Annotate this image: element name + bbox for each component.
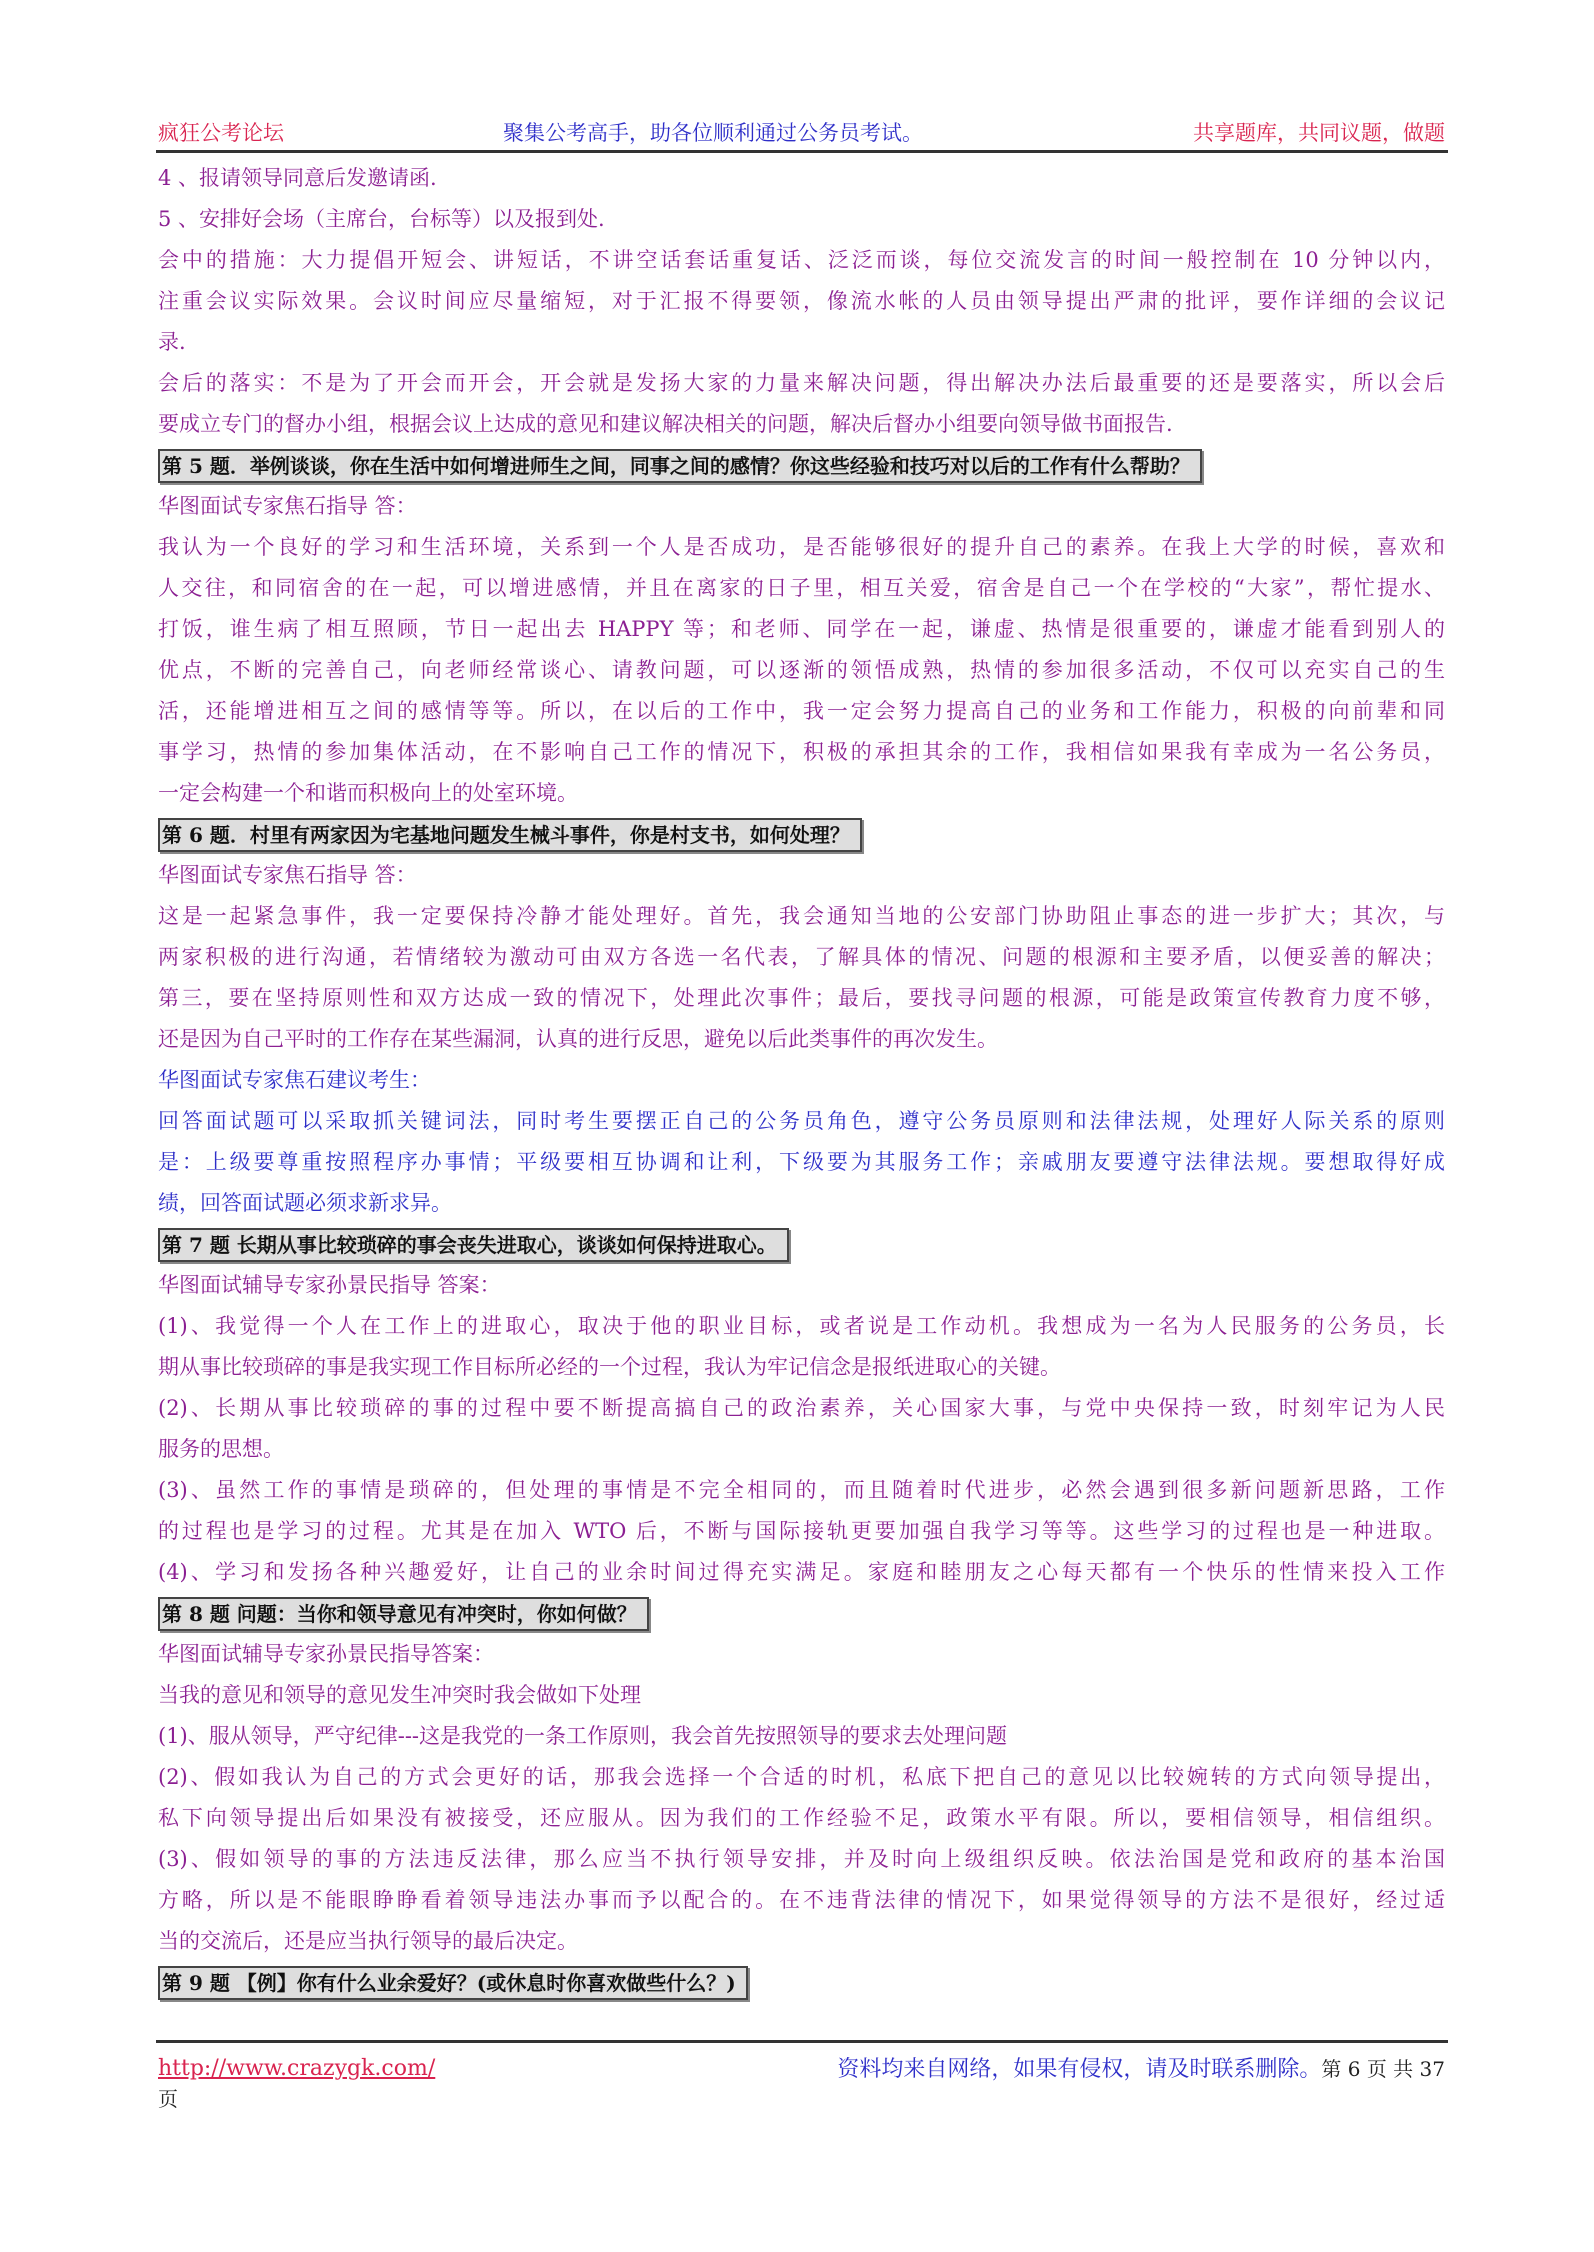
- footer-note: [837, 2054, 1445, 2085]
- text-line: (3)、假如领导的事的方法违反法律，那么应当不执行领导安排，并及时向上级组织反映。依法治国是党和政府的基本治国: [158, 1847, 1445, 1871]
- text-line: 会中的措施：大力提倡开短会、讲短话，不讲空话套话重复话、泛泛而谈，每位交流发言的时间一般控制在 10 分钟以内，: [158, 248, 1445, 272]
- question-heading: 第 5 题．举例谈谈，你在生活中如何增进师生之间，同事之间的感情？你这些经验和技巧对以后的工作有什么帮助？: [158, 449, 1202, 483]
- text-line: 绩，回答面试题必须求新求异。: [158, 1191, 452, 1215]
- footer-rule: [156, 2040, 1448, 2043]
- text-line: 华图面试专家焦石指导 答：: [158, 863, 417, 887]
- question-heading: 第 9 题 【例】你有什么业余爱好？(或休息时你喜欢做些什么？): [158, 1966, 748, 2000]
- text-line: 会后的落实：不是为了开会而开会，开会就是发扬大家的力量来解决问题，得出解决办法后最重要的还是要落实，所以会后: [158, 371, 1445, 395]
- question-heading: 第 7 题 长期从事比较琐碎的事会丧失进取心，谈谈如何保持进取心。: [158, 1228, 789, 1262]
- question-heading: 第 6 题．村里有两家因为宅基地问题发生械斗事件，你是村支书，如何处理？: [158, 818, 862, 852]
- text-line: (1)、服从领导，严守纪律---这是我党的一条工作原则，我会首先按照领导的要求去处理问题: [158, 1724, 1008, 1748]
- text-line: 人交往，和同宿舍的在一起，可以增进感情，并且在离家的日子里，相互关爱，宿舍是自己一个在学校的“大家”，帮忙提水、: [158, 576, 1445, 600]
- text-line: 私下向领导提出后如果没有被接受，还应服从。因为我们的工作经验不足，政策水平有限。所以，要相信领导，相信组织。: [158, 1806, 1445, 1830]
- text-line: 当我的意见和领导的意见发生冲突时我会做如下处理: [158, 1683, 641, 1707]
- question-heading-row: [158, 1224, 1445, 1265]
- text-line: 打饭，谁生病了相互照顾，节日一起出去 HAPPY 等；和老师、同学在一起，谦虚、热情是很重要的，谦虚才能看到别人的: [158, 617, 1445, 641]
- text-line: 注重会议实际效果。会议时间应尽量缩短，对于汇报不得要领，像流水帐的人员由领导提出严肃的批评，要作详细的会议记: [158, 289, 1445, 313]
- text-line: 服务的思想。: [158, 1437, 284, 1461]
- text-line: (2)、假如我认为自己的方式会更好的话，那我会选择一个合适的时机，私底下把自己的意见以比较婉转的方式向领导提出，: [158, 1765, 1445, 1789]
- text-line: 我认为一个良好的学习和生活环境，关系到一个人是否成功，是否能够很好的提升自己的素养。在我上大学的时候，喜欢和: [158, 535, 1445, 559]
- text-line: 活，还能增进相互之间的感情等等。所以，在以后的工作中，我一定会努力提高自己的业务和工作能力，积极的向前辈和同: [158, 699, 1445, 723]
- answer-paragraph: [158, 158, 1445, 240]
- answer-paragraph: [158, 1265, 1445, 1593]
- answer-paragraph: [158, 240, 1445, 363]
- answer-paragraph: [158, 363, 1445, 445]
- text-line: 回答面试题可以采取抓关键词法，同时考生要摆正自己的公务员角色，遵守公务员原则和法律法规，处理好人际关系的原则: [158, 1109, 1445, 1133]
- header-site-name: 疯狂公考论坛: [158, 121, 284, 145]
- text-line: 方略，所以是不能眼睁睁看着领导违法办事而予以配合的。在不违背法律的情况下，如果觉得领导的方法不是很好，经过适: [158, 1888, 1445, 1912]
- text-line: 第三，要在坚持原则性和双方达成一致的情况下，处理此次事件；最后，要找寻问题的根源，可能是政策宣传教育力度不够，: [158, 986, 1445, 1010]
- text-line: 录.: [158, 330, 186, 354]
- text-line: 是：上级要尊重按照程序办事情；平级要相互协调和让利，下级要为其服务工作；亲戚朋友要遵守法律法规。要想取得好成: [158, 1150, 1445, 1174]
- answer-paragraph: [158, 855, 1445, 1060]
- text-line: (4)、学习和发扬各种兴趣爱好，让自己的业余时间过得充实满足。家庭和睦朋友之心每天都有一个快乐的性情来投入工作: [158, 1560, 1445, 1584]
- text-line: 事学习，热情的参加集体活动，在不影响自己工作的情况下，积极的承担其余的工作，我相信如果我有幸成为一名公务员，: [158, 740, 1445, 764]
- text-line: 华图面试专家焦石指导 答：: [158, 494, 417, 518]
- text-line: 期从事比较琐碎的事是我实现工作目标所必经的一个过程，我认为牢记信念是报纸进取心的关键。: [158, 1355, 1061, 1379]
- answer-paragraph: [158, 1634, 1445, 1962]
- question-heading-row: [158, 1962, 1445, 2003]
- page-number-tail: 页: [158, 2087, 178, 2111]
- question-heading-row: [158, 814, 1445, 855]
- text-line: 一定会构建一个和谐而积极向上的处室环境。: [158, 781, 578, 805]
- question-heading: 第 8 题 问题：当你和领导意见有冲突时，你如何做？: [158, 1597, 649, 1631]
- footer-link[interactable]: http://www.crazygk.com/: [158, 2056, 436, 2081]
- text-line: 华图面试辅导专家孙景民指导答案：: [158, 1642, 494, 1666]
- text-line: (1)、我觉得一个人在工作上的进取心，取决于他的职业目标，或者说是工作动机。我想成为一名为人民服务的公务员，长: [158, 1314, 1445, 1338]
- text-line: 优点，不断的完善自己，向老师经常谈心、请教问题，可以逐渐的领悟成熟，热情的参加很多活动，不仅可以充实自己的生: [158, 658, 1445, 682]
- header-rule: [156, 150, 1448, 153]
- answer-paragraph: [158, 486, 1445, 814]
- text-line: 4 、报请领导同意后发邀请函.: [158, 166, 437, 190]
- text-line: 华图面试专家焦石建议考生：: [158, 1068, 431, 1092]
- header-motto: 共享题库，共同议题，做题: [1193, 121, 1445, 145]
- header-slogan: 聚集公考高手，助各位顺利通过公务员考试。: [503, 121, 923, 145]
- text-line: 还是因为自己平时的工作存在某些漏洞，认真的进行反思，避免以后此类事件的再次发生。: [158, 1027, 998, 1051]
- question-heading-row: [158, 445, 1445, 486]
- text-line: 要成立专门的督办小组，根据会议上达成的意见和建议解决相关的问题，解决后督办小组要向领导做书面报告.: [158, 412, 1173, 436]
- text-line: 当的交流后，还是应当执行领导的最后决定。: [158, 1929, 578, 1953]
- text-line: 华图面试辅导专家孙景民指导 答案：: [158, 1273, 501, 1297]
- text-line: 两家积极的进行沟通，若情绪较为激动可由双方各选一名代表，了解具体的情况、问题的根源和主要矛盾，以便妥善的解决；: [158, 945, 1445, 969]
- text-line: 这是一起紧急事件，我一定要保持冷静才能处理好。首先，我会通知当地的公安部门协助阻止事态的进一步扩大；其次，与: [158, 904, 1445, 928]
- text-line: (3)、虽然工作的事情是琐碎的，但处理的事情是不完全相同的，而且随着时代进步，必然会遇到很多新问题新思路，工作: [158, 1478, 1445, 1502]
- page-header: [158, 116, 1445, 150]
- text-line: 的过程也是学习的过程。尤其是在加入 WTO 后，不断与国际接轨更要加强自我学习等等。这些学习的过程也是一种进取。: [158, 1519, 1445, 1543]
- page-number: 第 6 页 共 37: [1321, 2057, 1445, 2081]
- footer-disclaimer: 资料均来自网络，如果有侵权，请及时联系删除。: [837, 2057, 1322, 2082]
- document-body: [158, 158, 1445, 2003]
- text-line: (2)、长期从事比较琐碎的事的过程中要不断提高搞自己的政治素养，关心国家大事，与党中央保持一致，时刻牢记为人民: [158, 1396, 1445, 1420]
- question-heading-row: [158, 1593, 1445, 1634]
- text-line: 5 、安排好会场（主席台，台标等）以及报到处.: [158, 207, 605, 231]
- advice-paragraph: [158, 1060, 1445, 1224]
